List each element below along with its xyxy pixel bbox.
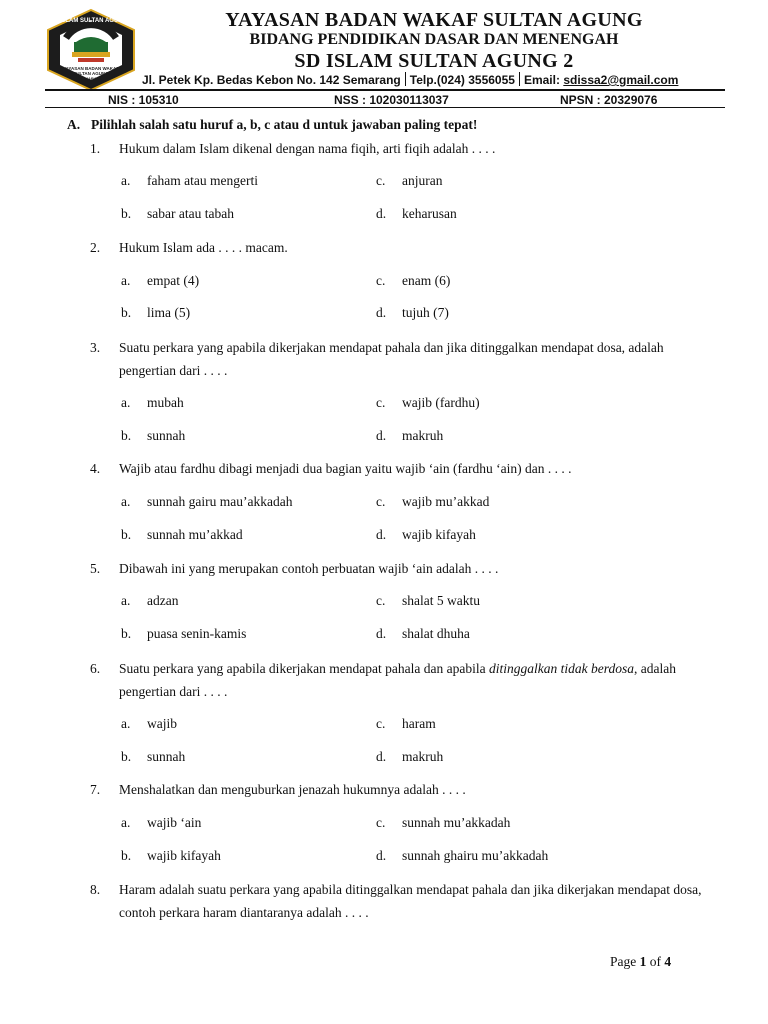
question-number: 8. [90,882,101,897]
option-text: sunnah gairu mau’akkadah [147,494,293,509]
question-8 [90,878,710,924]
option-letter: a. [121,593,131,608]
option-letter: d. [376,305,387,320]
section-letter: A. [67,117,81,132]
option-text: wajib kifayah [402,527,476,542]
option-letter: a. [121,273,131,288]
option-5d[interactable] [376,626,470,642]
option-letter: b. [121,305,132,320]
option-text: sunnah [147,428,186,443]
option-6c[interactable] [376,716,436,732]
option-1d[interactable] [376,206,457,222]
option-7c[interactable] [376,815,510,831]
question-text: Hukum dalam Islam dikenal dengan nama fiqih, arti fiqih adalah . . . . [119,141,496,156]
option-text: tujuh (7) [402,305,449,320]
option-7b[interactable] [121,848,221,864]
option-letter: d. [376,749,387,764]
contact-line [142,72,678,87]
option-2a[interactable] [121,273,199,289]
option-letter: c. [376,173,386,188]
option-7a[interactable] [121,815,201,831]
email-label: Email: [523,73,564,87]
option-1a[interactable] [121,173,258,189]
option-text: puasa senin-kamis [147,626,247,641]
option-text: anjuran [402,173,443,188]
header-rule-bottom [45,107,725,108]
separator [405,72,406,86]
nss-label: NSS : 102030113037 [334,93,449,107]
option-text: empat (4) [147,273,200,288]
division-name: BIDANG PENDIDIKAN DASAR DAN MENENGAH [249,31,619,48]
option-text: shalat dhuha [402,626,470,641]
question-number: 5. [90,561,101,576]
option-letter: a. [121,173,131,188]
option-1c[interactable] [376,173,442,189]
option-letter: b. [121,626,132,641]
question-number: 7. [90,782,101,797]
question-text: Suatu perkara yang apabila dikerjakan mendapat pahala dan jika ditinggalkan mendapat dosa, adalah pengertian dari . . . . [119,340,664,378]
option-6a[interactable] [121,716,177,732]
option-letter: a. [121,494,131,509]
question-text-part: , adalah pengertian dari . . . . [119,661,676,699]
question-text: Haram adalah suatu perkara yang apabila ditinggalkan mendapat pahala dan jika dikerjakan mendapat dosa, contoh perkara haram diantaranya adalah . . . . [119,882,702,920]
option-5c[interactable] [376,593,480,609]
option-text: sunnah mu’akkad [147,527,243,542]
option-4c[interactable] [376,494,489,510]
option-3c[interactable] [376,395,480,411]
option-text: haram [402,716,436,731]
question-7 [90,778,710,801]
logo-caption-2: SULTAN AGUNG [73,71,109,76]
option-2c[interactable] [376,273,450,289]
option-text: wajib kifayah [147,848,221,863]
option-6d[interactable] [376,749,443,765]
question-text: Wajib atau fardhu dibagi menjadi dua bagian yaitu wajib ‘ain (fardhu ‘ain) dan . . . . [119,461,572,476]
question-number: 2. [90,240,101,255]
org-name: YAYASAN BADAN WAKAF SULTAN AGUNG [225,9,643,31]
option-5a[interactable] [121,593,178,609]
option-text: wajib [147,716,177,731]
question-text-italic: ditinggalkan tidak berdosa [488,661,634,676]
email-link[interactable]: sdissa2@gmail.com [563,73,679,87]
total-pages: 4 [664,954,672,969]
npsn-label: NPSN : 20329076 [560,93,658,107]
option-text: makruh [402,428,444,443]
option-letter: d. [376,206,387,221]
section-heading [67,117,477,133]
option-text: adzan [147,593,179,608]
option-text: sunnah [147,749,186,764]
option-text: makruh [402,749,444,764]
question-text-part: Suatu perkara yang apabila dikerjakan mendapat pahala dan apabila [119,661,489,676]
option-letter: b. [121,848,132,863]
page-label: Page [610,954,637,969]
option-text: sabar atau tabah [147,206,234,221]
school-logo [42,8,140,92]
option-letter: c. [376,273,386,288]
option-letter: a. [121,395,131,410]
option-3d[interactable] [376,428,443,444]
option-letter: c. [376,815,386,830]
option-text: sunnah mu’akkadah [402,815,511,830]
option-2b[interactable] [121,305,190,321]
of-label: of [649,954,661,969]
option-4d[interactable] [376,527,476,543]
option-text: enam (6) [402,273,451,288]
option-letter: c. [376,395,386,410]
option-letter: a. [121,716,131,731]
option-letter: c. [376,716,386,731]
option-text: wajib ‘ain [147,815,202,830]
option-letter: b. [121,428,132,443]
option-text: wajib (fardhu) [402,395,480,410]
option-letter: c. [376,593,386,608]
logo-caption-1: YAYASAN BADAN WAKAF [62,66,120,71]
header-rule-top [45,89,725,91]
option-text: lima (5) [147,305,191,320]
question-6 [90,657,710,703]
page-indicator [610,954,671,970]
question-text: Menshalatkan dan menguburkan jenazah hukumnya adalah . . . . [119,782,466,797]
option-letter: c. [376,494,386,509]
option-letter: d. [376,527,387,542]
logo-ring-text: SD ISLAM SULTAN AGUNG 2 [49,18,133,24]
question-5 [90,557,710,580]
option-3b[interactable] [121,428,185,444]
option-letter: b. [121,206,132,221]
nis-label: NIS : 105310 [108,93,179,107]
logo-caption-3: SEMARANG [79,76,103,81]
current-page: 1 [639,954,647,969]
question-2 [90,236,710,259]
option-letter: b. [121,749,132,764]
question-text [119,657,710,703]
question-text: Hukum Islam ada . . . . macam. [119,240,288,255]
option-text: wajib mu’akkad [402,494,490,509]
option-letter: b. [121,527,132,542]
question-number: 1. [90,141,101,156]
question-4 [90,457,710,480]
option-letter: d. [376,626,387,641]
question-number: 3. [90,340,101,355]
question-text: Dibawah ini yang merupakan contoh perbuatan wajib ‘ain adalah . . . . [119,561,499,576]
option-1b[interactable] [121,206,234,222]
option-2d[interactable] [376,305,449,321]
option-letter: d. [376,848,387,863]
question-number: 6. [90,661,101,676]
option-4a[interactable] [121,494,292,510]
option-4b[interactable] [121,527,243,543]
option-3a[interactable] [121,395,184,411]
option-text: sunnah ghairu mu’akkadah [402,848,549,863]
option-text: mubah [147,395,184,410]
question-number: 4. [90,461,101,476]
option-letter: d. [376,428,387,443]
address: Jl. Petek Kp. Bedas Kebon No. 142 Semarang [142,73,401,87]
school-name: SD ISLAM SULTAN AGUNG 2 [294,50,574,72]
option-letter: a. [121,815,131,830]
option-text: shalat 5 waktu [402,593,480,608]
section-instruction: Pilihlah salah satu huruf a, b, c atau d untuk jawaban paling tepat! [91,117,478,132]
option-6b[interactable] [121,749,185,765]
option-text: faham atau mengerti [147,173,258,188]
option-5b[interactable] [121,626,246,642]
question-1 [90,137,710,160]
option-text: keharusan [402,206,457,221]
phone: Telp.(024) 3556055 [409,73,515,87]
separator [519,72,520,86]
option-7d[interactable] [376,848,548,864]
question-3 [90,336,710,382]
